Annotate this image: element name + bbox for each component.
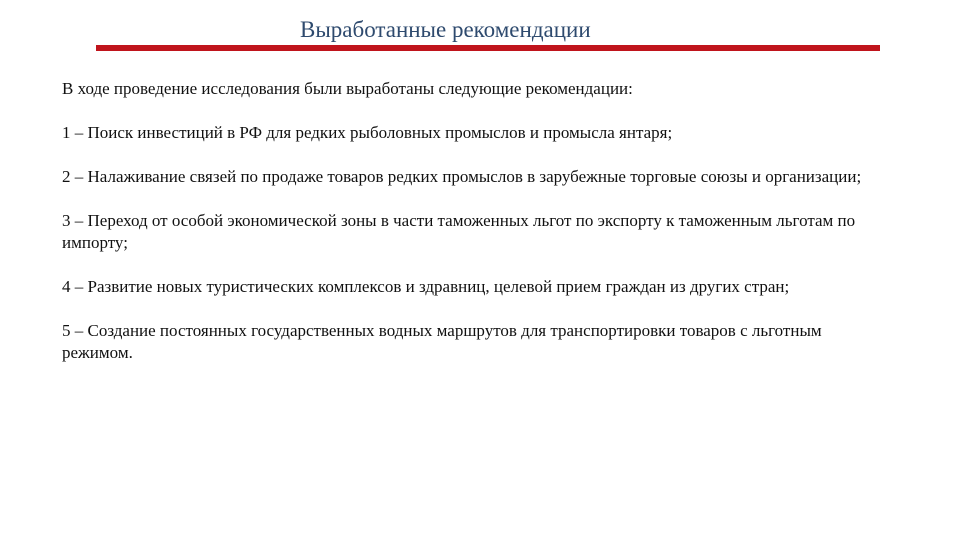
recommendation-item-3: 3 – Переход от особой экономической зоны в части таможенных льгот по экспорту к таможенным льготам по импорту; [62,211,856,252]
title-underline-divider [96,45,880,51]
recommendation-item-4: 4 – Развитие новых туристических комплексов и здравниц, целевой прием граждан из других стран; [62,277,790,296]
recommendation-item-1: 1 – Поиск инвестиций в РФ для редких рыболовных промыслов и промысла янтаря; [62,123,673,142]
intro-paragraph: В ходе проведение исследования были выработаны следующие рекомендации: [62,79,633,98]
slide-title: Выработанные рекомендации [300,17,591,42]
recommendation-item-5: 5 – Создание постоянных государственных водных маршрутов для транспортировки товаров с льготным режимом. [62,321,822,362]
slide-body [62,78,882,386]
recommendation-item-2: 2 – Налаживание связей по продаже товаров редких промыслов в зарубежные торговые союзы и организации; [62,167,862,186]
